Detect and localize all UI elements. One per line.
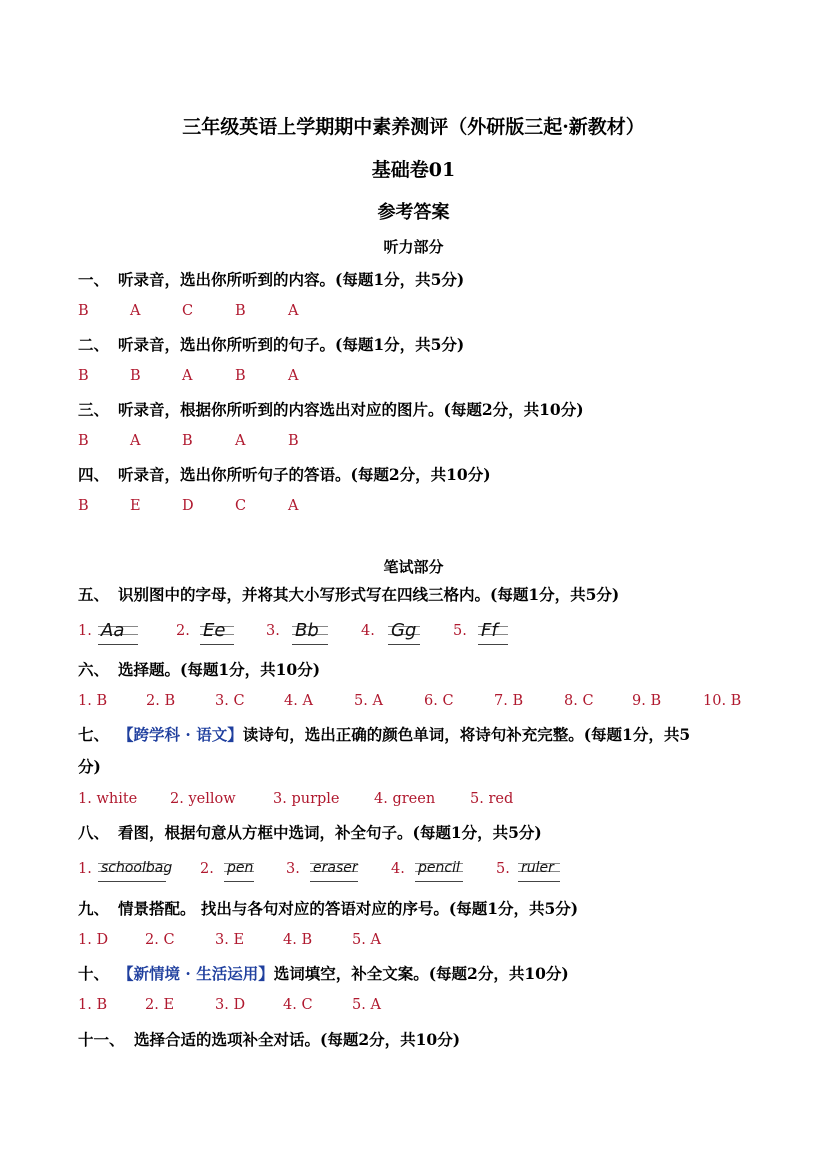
answer: B xyxy=(130,368,141,384)
answer: 3. C xyxy=(215,693,245,709)
question-text: 听录音，选出你所听到的句子。(每题1分，共5分) xyxy=(118,335,465,354)
subject-tag: 【新情境 · 生活运用】 xyxy=(118,964,274,983)
answer-label: 3. xyxy=(286,861,300,877)
answer-label: 1. xyxy=(78,861,92,877)
answer: 4. A xyxy=(284,693,313,709)
handwritten-letter: Ff xyxy=(478,618,508,645)
answer: 4. B xyxy=(283,932,313,948)
question-text: 读诗句，选出正确的颜色单词，将诗句补充完整。(每题1分，共5 xyxy=(242,725,691,744)
question-number: 五、 xyxy=(78,585,110,604)
answer: A xyxy=(288,368,299,384)
answer-label: 1. xyxy=(78,623,92,639)
question-10 xyxy=(78,962,569,984)
answer: B xyxy=(78,498,89,514)
answer: 1. D xyxy=(78,932,109,948)
handwritten-letter: Bb xyxy=(292,618,328,645)
question-number: 八、 xyxy=(78,823,110,842)
question-7 xyxy=(78,723,690,745)
document-title: 三年级英语上学期期中素养测评（外研版三起·新教材） xyxy=(182,116,645,138)
question-number: 九、 xyxy=(78,899,110,918)
question-number: 十、 xyxy=(78,964,110,983)
answer: 7. B xyxy=(494,693,524,709)
document-subtitle: 基础卷01 xyxy=(371,159,456,181)
question-text: 选词填空，补全文案。(每题2分，共10分) xyxy=(273,964,569,983)
answer: 2. C xyxy=(145,932,175,948)
answer: B xyxy=(78,433,89,449)
handwritten-letter: Gg xyxy=(388,618,420,645)
question-9 xyxy=(78,897,578,919)
question-number: 三、 xyxy=(78,400,110,419)
answer: 3. E xyxy=(215,932,245,948)
answer: 2. E xyxy=(145,997,175,1013)
question-text: 听录音，选出你所听到的内容。(每题1分，共5分) xyxy=(118,270,465,289)
answer: 2. B xyxy=(146,693,176,709)
answer: A xyxy=(182,368,193,384)
question-text: 识别图中的字母，并将其大小写形式写在四线三格内。(每题1分，共5分) xyxy=(118,585,620,604)
answer-label: 4. xyxy=(361,623,375,639)
answer-label: 5. xyxy=(496,861,510,877)
answer: E xyxy=(130,498,141,514)
answer: 6. C xyxy=(424,693,454,709)
question-number: 一、 xyxy=(78,270,110,289)
question-number: 六、 xyxy=(78,660,110,679)
answers-5 xyxy=(78,618,578,648)
answer: 4. C xyxy=(283,997,313,1013)
answer: 1. B xyxy=(78,997,108,1013)
question-number: 十一、 xyxy=(78,1030,125,1049)
answer: 5. A xyxy=(354,693,383,709)
answer: B xyxy=(78,303,89,319)
question-text: 选择题。(每题1分，共10分) xyxy=(118,660,321,679)
question-text: 看图，根据句意从方框中选词，补全句子。(每题1分，共5分) xyxy=(118,823,542,842)
question-number: 四、 xyxy=(78,465,110,484)
answer: C xyxy=(235,498,247,514)
answer-label: 2. xyxy=(176,623,190,639)
handwritten-letter: Aa xyxy=(98,618,138,645)
question-text: 选择合适的选项补全对话。(每题2分，共10分) xyxy=(134,1030,461,1049)
answer: A xyxy=(288,498,299,514)
answer: 10. B xyxy=(703,693,742,709)
answer: 4. green xyxy=(374,791,436,807)
answer: B xyxy=(288,433,299,449)
answer-label: 3. xyxy=(266,623,280,639)
answer: 2. yellow xyxy=(170,791,236,807)
question-11 xyxy=(78,1028,460,1050)
handwritten-word: pen xyxy=(224,855,254,882)
answer: 9. B xyxy=(632,693,662,709)
question-5 xyxy=(78,583,619,605)
question-3 xyxy=(78,398,584,420)
answer-label: 4. xyxy=(391,861,405,877)
answers-8 xyxy=(78,855,598,885)
answer: 3. purple xyxy=(273,791,340,807)
writing-section-title: 笔试部分 xyxy=(383,558,444,576)
question-text: 情景搭配。 找出与各句对应的答语对应的序号。(每题1分，共5分) xyxy=(118,899,579,918)
question-number: 二、 xyxy=(78,335,110,354)
question-6 xyxy=(78,658,320,680)
answer: B xyxy=(235,303,246,319)
answer: A xyxy=(288,303,299,319)
question-number: 七、 xyxy=(78,725,110,744)
answer-heading: 参考答案 xyxy=(377,202,450,223)
handwritten-word: pencil xyxy=(415,855,463,882)
handwritten-word: ruler xyxy=(518,855,560,882)
answer: A xyxy=(130,433,141,449)
question-4 xyxy=(78,463,491,485)
answer: 5. A xyxy=(352,932,381,948)
answer: B xyxy=(235,368,246,384)
question-text: 听录音，根据你所听到的内容选出对应的图片。(每题2分，共10分) xyxy=(118,400,584,419)
answer-label: 2. xyxy=(200,861,214,877)
answer: A xyxy=(130,303,141,319)
answer: 8. C xyxy=(564,693,594,709)
answer: 1. white xyxy=(78,791,138,807)
answer: 1. B xyxy=(78,693,108,709)
answer: 5. red xyxy=(470,791,514,807)
handwritten-word: schoolbag xyxy=(98,855,166,882)
answer: D xyxy=(182,498,194,514)
answer-label: 5. xyxy=(453,623,467,639)
question-8 xyxy=(78,821,542,843)
listening-section-title: 听力部分 xyxy=(383,238,444,256)
handwritten-letter: Ee xyxy=(200,618,234,645)
answer: C xyxy=(182,303,194,319)
question-text: 分) xyxy=(78,757,101,776)
answer: 5. A xyxy=(352,997,381,1013)
answer: 3. D xyxy=(215,997,246,1013)
question-7-continued xyxy=(78,755,101,777)
question-2 xyxy=(78,333,464,355)
subject-tag: 【跨学科 · 语文】 xyxy=(118,725,243,744)
question-1 xyxy=(78,268,464,290)
answer: B xyxy=(182,433,193,449)
answer: B xyxy=(78,368,89,384)
handwritten-word: eraser xyxy=(310,855,358,882)
question-text: 听录音，选出你所听句子的答语。(每题2分，共10分) xyxy=(118,465,491,484)
answer: A xyxy=(235,433,246,449)
